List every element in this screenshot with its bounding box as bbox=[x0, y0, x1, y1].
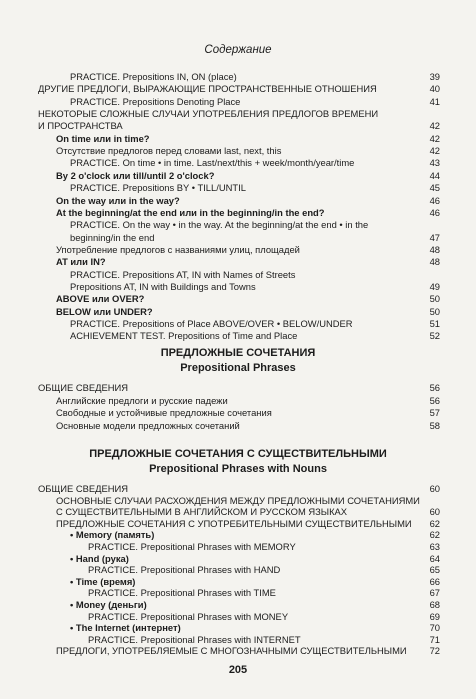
toc-page-number: 42 bbox=[429, 145, 440, 157]
toc-entry: At the beginning/at the end или in the beginning/in the end? bbox=[56, 206, 325, 218]
toc-page-number: 58 bbox=[429, 419, 440, 431]
section-title-ru: ПРЕДЛОЖНЫЕ СОЧЕТАНИЯ bbox=[160, 347, 316, 359]
toc-page-number: 42 bbox=[429, 120, 440, 132]
toc-page-number: 62 bbox=[429, 529, 440, 541]
toc-entry: PRACTICE. Prepositions AT, IN with Names of Streets bbox=[70, 268, 296, 280]
toc-entry: ACHIEVEMENT TEST. Prepositions of Time and Place bbox=[70, 330, 298, 342]
toc-page-number: 67 bbox=[429, 587, 440, 599]
toc-entry: Отсутствие предлогов перед словами last, next, this bbox=[56, 145, 282, 157]
section-title-en: Prepositional Phrases bbox=[180, 362, 296, 374]
toc-page-number: 44 bbox=[429, 169, 440, 181]
toc-page-number: 46 bbox=[429, 194, 440, 206]
toc-entry: ПРЕДЛОГИ, УПОТРЕБЛЯЕМЫЕ С МНОГОЗНАЧНЫМИ СУЩЕСТВИТЕЛЬНЫМИ bbox=[56, 645, 407, 657]
toc-page-number: 70 bbox=[429, 622, 440, 634]
toc-page-number: 50 bbox=[429, 293, 440, 305]
toc-entry: PRACTICE. On time • in time. Last/next/this + week/month/year/time bbox=[70, 157, 355, 169]
toc-entry: • Money (деньги) bbox=[70, 599, 147, 610]
toc-page-number: 64 bbox=[429, 552, 440, 564]
toc-entry: • Memory (память) bbox=[70, 529, 155, 541]
toc-entry: • The Internet (интернет) bbox=[70, 622, 181, 634]
page-header: Содержание bbox=[204, 44, 272, 56]
toc-entry: Употребление предлогов с названиями улиц, площадей bbox=[56, 243, 300, 255]
toc-entry: И ПРОСТРАНСТВА bbox=[38, 120, 123, 132]
section-title-ru: ПРЕДЛОЖНЫЕ СОЧЕТАНИЯ С СУЩЕСТВИТЕЛЬНЫМИ bbox=[89, 448, 387, 460]
toc-entry: PRACTICE. Prepositions Denoting Place bbox=[70, 95, 241, 107]
toc-page-number: 60 bbox=[429, 483, 440, 494]
toc-page-number: 46 bbox=[429, 206, 440, 218]
page-number: 205 bbox=[228, 664, 248, 676]
toc-entry: AT или IN? bbox=[56, 256, 106, 268]
toc-page-number: 45 bbox=[429, 182, 440, 194]
toc-page-number: 63 bbox=[429, 541, 440, 552]
toc-page-number: 47 bbox=[429, 231, 440, 243]
toc-page-number: 39 bbox=[429, 71, 440, 82]
toc-entry: PRACTICE. Prepositions BY • TILL/UNTIL bbox=[70, 182, 246, 194]
toc-entry: PRACTICE. Prepositional Phrases with HAND bbox=[88, 564, 281, 576]
toc-entry: PRACTICE. Prepositional Phrases with INTERNET bbox=[88, 633, 301, 645]
toc-page-number: 48 bbox=[429, 256, 440, 268]
toc-page-number: 48 bbox=[429, 243, 440, 255]
toc-entry: НЕКОТОРЫЕ СЛОЖНЫЕ СЛУЧАИ УПОТРЕБЛЕНИЯ ПРЕДЛОГОВ ВРЕМЕНИ bbox=[38, 108, 379, 120]
toc-page-number: 65 bbox=[429, 564, 440, 576]
toc-entry: On the way или in the way? bbox=[56, 194, 180, 206]
toc-entry: ОБЩИЕ СВЕДЕНИЯ bbox=[38, 382, 128, 393]
toc-page-number: 41 bbox=[429, 95, 440, 107]
toc-page-number: 66 bbox=[429, 575, 440, 587]
toc-page-number: 51 bbox=[429, 318, 440, 329]
toc-page-number: 56 bbox=[429, 394, 440, 406]
toc-page-number: 42 bbox=[429, 132, 440, 144]
toc-entry: PRACTICE. On the way • in the way. At the beginning/at the end • in the bbox=[70, 219, 369, 231]
toc-entry: Prepositions AT, IN with Buildings and Towns bbox=[70, 280, 256, 292]
toc-page-number: 43 bbox=[429, 157, 440, 169]
toc-page-number: 71 bbox=[429, 633, 440, 645]
toc-entry: ДРУГИЕ ПРЕДЛОГИ, ВЫРАЖАЮЩИЕ ПРОСТРАНСТВЕННЫЕ ОТНОШЕНИЯ bbox=[38, 83, 377, 95]
toc-entry: • Time (время) bbox=[70, 575, 136, 587]
toc-page-number: 69 bbox=[429, 610, 440, 622]
toc-entry: Свободные и устойчивые предложные сочетания bbox=[56, 407, 272, 418]
toc-entry: PRACTICE. Prepositions of Place ABOVE/OVER • BELOW/UNDER bbox=[70, 318, 353, 329]
toc-entry: ABOVE или OVER? bbox=[56, 293, 145, 305]
toc-page-number: 50 bbox=[429, 305, 440, 317]
toc-page-number: 40 bbox=[429, 83, 440, 95]
toc-entry: BELOW или UNDER? bbox=[56, 305, 153, 317]
toc-entry: PRACTICE. Prepositional Phrases with MEMORY bbox=[88, 541, 296, 552]
toc-entry: ОБЩИЕ СВЕДЕНИЯ bbox=[38, 483, 128, 494]
toc-entry: Английские предлоги и русские падежи bbox=[56, 394, 228, 406]
toc-entry: С СУЩЕСТВИТЕЛЬНЫМИ В АНГЛИЙСКОМ И РУССКОМ ЯЗЫКАХ bbox=[56, 506, 348, 518]
toc-entry: ОСНОВНЫЕ СЛУЧАИ РАСХОЖДЕНИЯ МЕЖДУ ПРЕДЛОЖНЫМИ СОЧЕТАНИЯМИ bbox=[56, 494, 420, 506]
toc-page-number: 57 bbox=[429, 407, 440, 418]
toc-page-number: 68 bbox=[429, 599, 440, 610]
toc-page-number: 49 bbox=[429, 280, 440, 292]
toc-page-number: 62 bbox=[429, 517, 440, 529]
section-title-en: Prepositional Phrases with Nouns bbox=[149, 463, 327, 475]
toc-page-number: 56 bbox=[429, 382, 440, 393]
toc-entry: PRACTICE. Prepositions IN, ON (place) bbox=[70, 71, 237, 82]
toc-page-number: 60 bbox=[429, 506, 440, 518]
toc-entry: On time или in time? bbox=[56, 132, 150, 144]
toc-entry: PRACTICE. Prepositional Phrases with TIME bbox=[88, 587, 276, 599]
toc-entry: By 2 o'clock или till/until 2 o'clock? bbox=[56, 169, 215, 181]
toc-entry: • Hand (рука) bbox=[70, 552, 129, 564]
toc-entry: ПРЕДЛОЖНЫЕ СОЧЕТАНИЯ С УПОТРЕБИТЕЛЬНЫМИ СУЩЕСТВИТЕЛЬНЫМИ bbox=[56, 517, 412, 529]
toc-page-number: 72 bbox=[429, 645, 440, 657]
toc-entry: PRACTICE. Prepositional Phrases with MONEY bbox=[88, 610, 289, 622]
toc-page-number: 52 bbox=[429, 330, 440, 342]
toc-entry: Основные модели предложных сочетаний bbox=[56, 419, 240, 431]
toc-entry: beginning/in the end bbox=[70, 231, 155, 243]
